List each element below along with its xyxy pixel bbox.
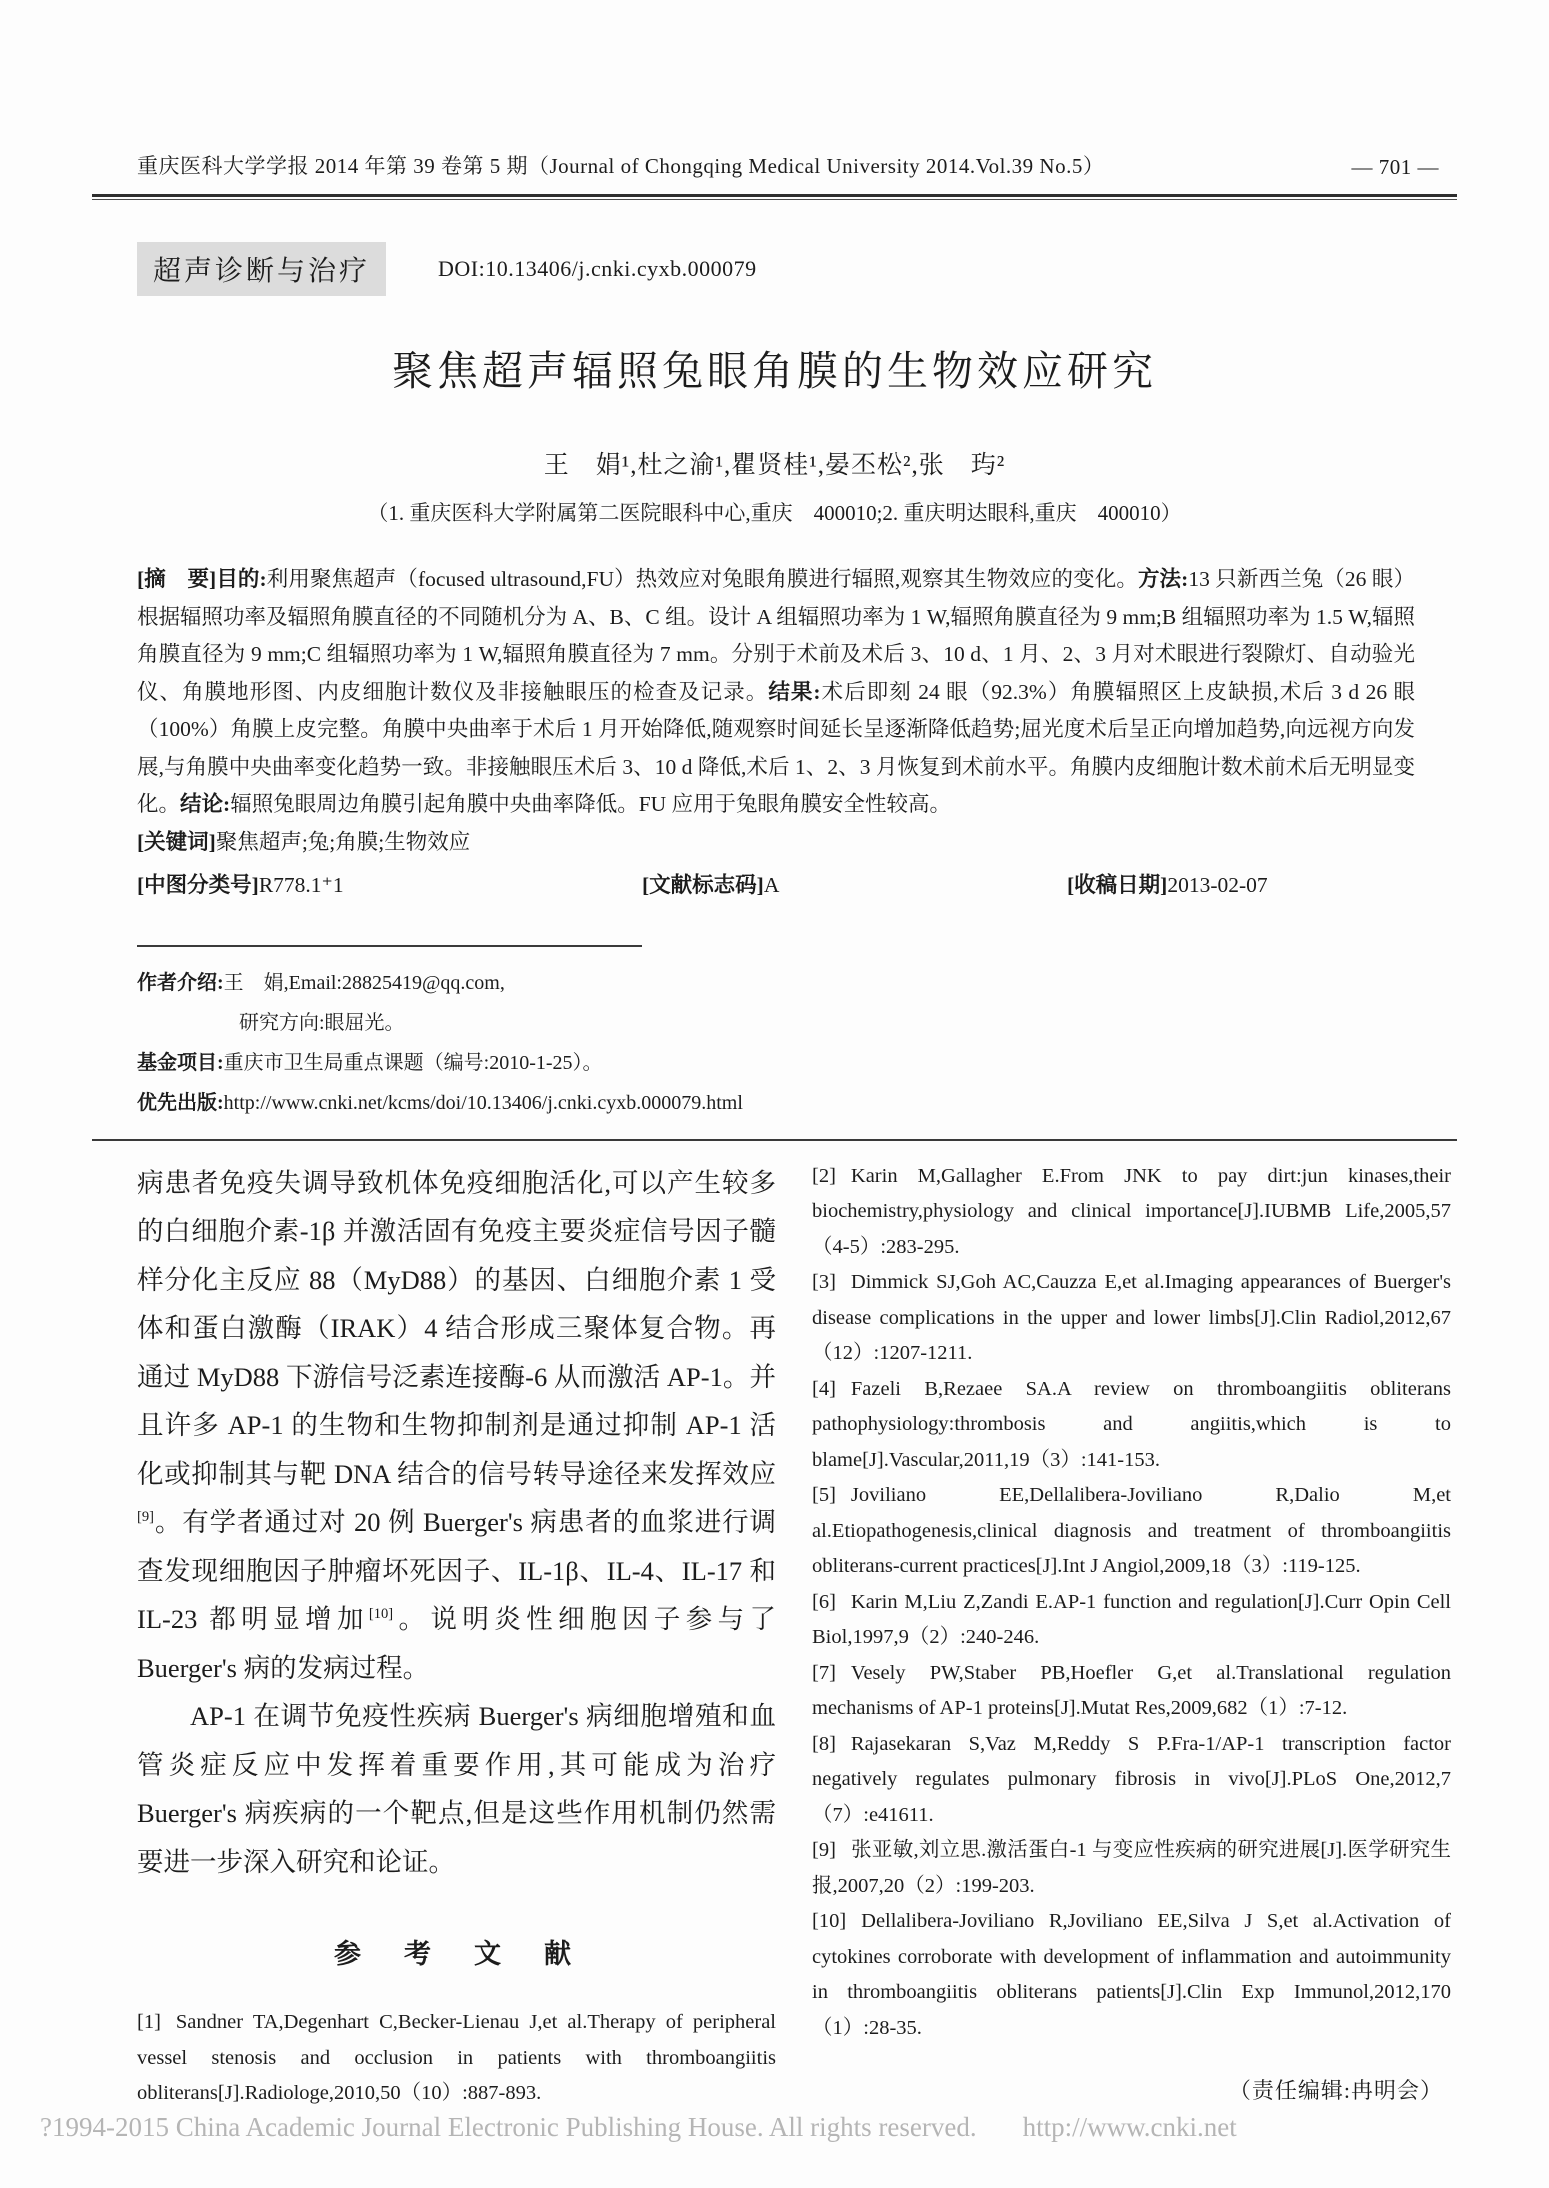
journal-title-line: 重庆医科大学学报 2014 年第 39 卷第 5 期（Journal of Chongqing Medical University 2014.Vol.39 No.5） [137,154,1105,178]
footnote-text: 重庆市卫生局重点课题（编号:2010-1-25）。 [223,1051,603,1074]
text-segment: 结论: [180,792,231,816]
two-column-body [137,1159,1451,2112]
doi-text: DOI:10.13406/j.cnki.cyxb.000079 [438,256,757,281]
body-paragraph [137,1159,776,1693]
keywords-label: [关键词] [137,829,216,854]
reference-number: [10] [812,1910,847,1932]
author-bio-block [137,963,1415,1123]
authors-line: 王 娟¹,杜之渝¹,瞿贤桂¹,晏丕松²,张 玙² [543,452,1006,479]
keywords-text: 聚焦超声;兔;角膜;生物效应 [215,829,471,854]
reference-number: [7] [812,1661,836,1684]
text-segment: 病患者免疫失调导致机体免疫细胞活化,可以产生较多的白细胞介素-1β 并激活固有免疫主要炎症信号因子髓样分化主反应 88（MyD88）的基因、白细胞介素 1 受体和蛋白激酶（IRAK）4 结合形成三聚体复合物。再通过 MyD88 下游信号泛素连接酶-6 从而激活 AP-1。并且许多 AP-1 的生物和生物抑制剂是通过抑制 AP-1 活化或抑制其与靶 DNA 结合的信号转导途径来发挥效应 [137,1167,776,1489]
body-divider-rule [92,1139,1457,1141]
text-segment: 结果: [768,679,821,704]
reference-number: [1] [137,2011,161,2033]
footnote-label: 作者介绍: [137,971,224,994]
footnote-text: 王 娟,Email:28825419@qq.com, [223,971,505,994]
doc-code-label: [文献标志码] [642,873,764,897]
text-segment: 术后即刻 24 眼（92.3%）角膜辐照区上皮缺损,术后 3 d 26 眼（100%）角膜上皮完整。角膜中央曲率于术后 1 月开始降低,随观察时间延长呈逐渐降低趋势;屈光度术后呈正向增加趋势,向远视方向发展,与角膜中央曲率变化趋势一致。非接触眼压术后 3、10 d 降低,术后 1、2、3 月恢复到术前水平。角膜内皮细胞计数术前术后无明显变化。 [137,679,1415,816]
text-segment: 13 只新西兰兔（26 眼）根据辐照功率及辐照角膜直径的不同随机分为 A、B、C 组。设计 A 组辐照功率为 1 W,辐照角膜直径为 9 mm;B 组辐照功率为 1.5 W,辐照角膜直径为 9 mm;C 组辐照功率为 1 W,辐照角膜直径为 7 mm。分别于术前及术后 3、10 d、1 月、2、3 月对术眼进行裂隙灯、自动验光仪、角膜地形图、内皮细胞计数仪及非接触眼压的检查及记录。 [137,567,1415,704]
document-code [642,867,1067,905]
reference-text: Karin M,Liu Z,Zandi E.AP-1 function and regulation[J].Curr Opin Cell Biol,1997,9（2）:240-246. [812,1590,1451,1648]
reference-number: [2] [812,1164,836,1187]
reference-number: [3] [812,1271,836,1293]
editor-note: （责任编辑:冉明会） [1228,2078,1443,2103]
text-segment: [摘 要] [137,567,217,591]
body-paragraph [137,1692,776,1886]
text-segment: 目的: [216,567,267,591]
reference-text: Dellalibera-Joviliano R,Joviliano EE,Silva J S,et al.Activation of cytokines corroborate with development of inflammation and autoimmunity in thromboangiitis obliterans patients[J].Clin Exp Immunol,2012,170（1）:28-35. [812,1910,1451,2039]
reference-item [812,1372,1451,1479]
clc-label: [中图分类号] [137,873,259,897]
category-badge: 超声诊断与治疗 [137,242,386,296]
reference-item [812,1159,1451,1266]
doc-code-value: A [763,873,780,897]
left-column [137,1159,776,2112]
footer-copyright: ?1994-2015 China Academic Journal Electronic Publishing House. All rights reserved. [40,2112,977,2142]
reference-item [812,1656,1451,1727]
text-segment: AP-1 在调节免疫性疾病 Buerger's 病细胞增殖和血管炎症反应中发挥着重要作用,其可能成为治疗 Buerger's 病疾病的一个靶点,但是这些作用机制仍然需要进一步深入研究和论证。 [137,1701,776,1877]
body-text [137,1159,776,1887]
text-segment: 。有学者通过对 20 例 Buerger's 病患者的血浆进行调查发现细胞因子肿瘤坏死因子、IL-1β、IL-4、IL-17 和 IL-23 都明显增加 [137,1507,776,1634]
references-left [137,2005,776,2112]
text-segment: 利用聚焦超声（focused ultrasound,FU）热效应对兔眼角膜进行辐照,观察其生物效应的变化。 [266,567,1138,591]
reference-item [812,1478,1451,1585]
citation-superscript: [10] [368,1606,394,1623]
footnote-line [137,1083,1415,1123]
meta-row [137,867,1415,905]
affiliation-line: （1. 重庆医科大学附属第二医院眼科中心,重庆 400010;2. 重庆明达眼科,重庆 400010） [367,501,1182,525]
article-title: 聚焦超声辐照兔眼角膜的生物效应研究 [392,348,1157,394]
reference-number: [5] [812,1484,836,1506]
reference-item [812,1727,1451,1834]
reference-text: Rajasekaran S,Vaz M,Reddy S P.Fra-1/AP-1 transcription factor negatively regulates pulmonary fibrosis in vivo[J].PLoS One,2012,7（7）:e41611. [812,1732,1451,1826]
reference-item [812,1265,1451,1372]
reference-item [812,1833,1451,1904]
text-segment: 方法: [1137,567,1189,591]
references-right [812,1159,1451,2047]
footnote-line [137,963,1415,1003]
reference-number: [8] [812,1732,836,1755]
reference-text: Karin M,Gallagher E.From JNK to pay dirt:jun kinases,their biochemistry,physiology and clinical importance[J].IUBMB Life,2005,57（4-5）:283-295. [812,1164,1451,1258]
page-header [0,0,1549,180]
footnote-label: 优先出版: [137,1091,224,1114]
reference-text: Vesely PW,Staber PB,Hoefler G,et al.Translational regulation mechanisms of AP-1 proteins[J].Mutat Res,2009,682（1）:7-12. [812,1661,1451,1719]
reference-number: [9] [812,1839,836,1861]
text-segment: 辐照兔眼周边角膜引起角膜中央曲率降低。FU 应用于兔眼角膜安全性较高。 [230,792,952,816]
footnote-separator-rule [137,945,642,947]
reference-item [137,2005,776,2112]
footnote-text: http://www.cnki.net/kcms/doi/10.13406/j.cnki.cyxb.000079.html [223,1091,743,1114]
abstract-paragraph [137,561,1415,824]
reference-number: [4] [812,1377,836,1400]
received-date [1067,867,1268,905]
text-segment: 。说明炎性细胞因子参与了 Buerger's 病的发病过程。 [137,1604,776,1683]
received-value: 2013-02-07 [1167,873,1268,897]
reference-text: Joviliano EE,Dellalibera-Joviliano R,Dalio M,et al.Etiopathogenesis,clinical diagnosis and treatment of thromboangiitis obliterans-current practices[J].Int J Angiol,2009,18（3）:119-125. [812,1484,1451,1577]
reference-item [812,1585,1451,1656]
footnote-line [137,1003,1415,1043]
reference-item [812,1904,1451,2046]
page-footer [40,2112,1237,2143]
footnote-line [137,1043,1415,1083]
reference-text: 张亚敏,刘立思.激活蛋白-1 与变应性疾病的研究进展[J].医学研究生报,2007,20（2）:199-203. [812,1839,1451,1897]
category-row [137,242,1549,296]
reference-text: Dimmick SJ,Goh AC,Cauzza E,et al.Imaging appearances of Buerger's disease complications in the upper and lower limbs[J].Clin Radiol,2012,67（12）:1207-1211. [812,1271,1451,1364]
keywords-line [137,824,1415,862]
page-number: — 701 — [1351,155,1439,179]
citation-superscript: [9] [137,1509,154,1526]
clc-value: R778.1⁺1 [258,873,344,897]
references-heading: 参 考 文 献 [334,1939,579,1969]
right-column [812,1159,1451,2112]
reference-text: Fazeli B,Rezaee SA.A review on thromboangiitis obliterans pathophysiology:thrombosis and angiitis,which is to blame[J].Vascular,2011,19（3）:141-153. [812,1377,1451,1471]
reference-number: [6] [812,1590,836,1613]
clc-number [137,867,642,905]
footnote-label: 基金项目: [137,1051,224,1074]
footer-url: http://www.cnki.net [1022,2112,1237,2142]
reference-text: Sandner TA,Degenhart C,Becker-Lienau J,et al.Therapy of peripheral vessel stenosis and occlusion in patients with thromboangiitis obliterans[J].Radiologe,2010,50（10）:887-893. [137,2011,776,2104]
header-divider-rule [92,194,1457,200]
received-label: [收稿日期] [1067,873,1168,897]
footnote-text: 研究方向:眼屈光。 [239,1011,405,1034]
